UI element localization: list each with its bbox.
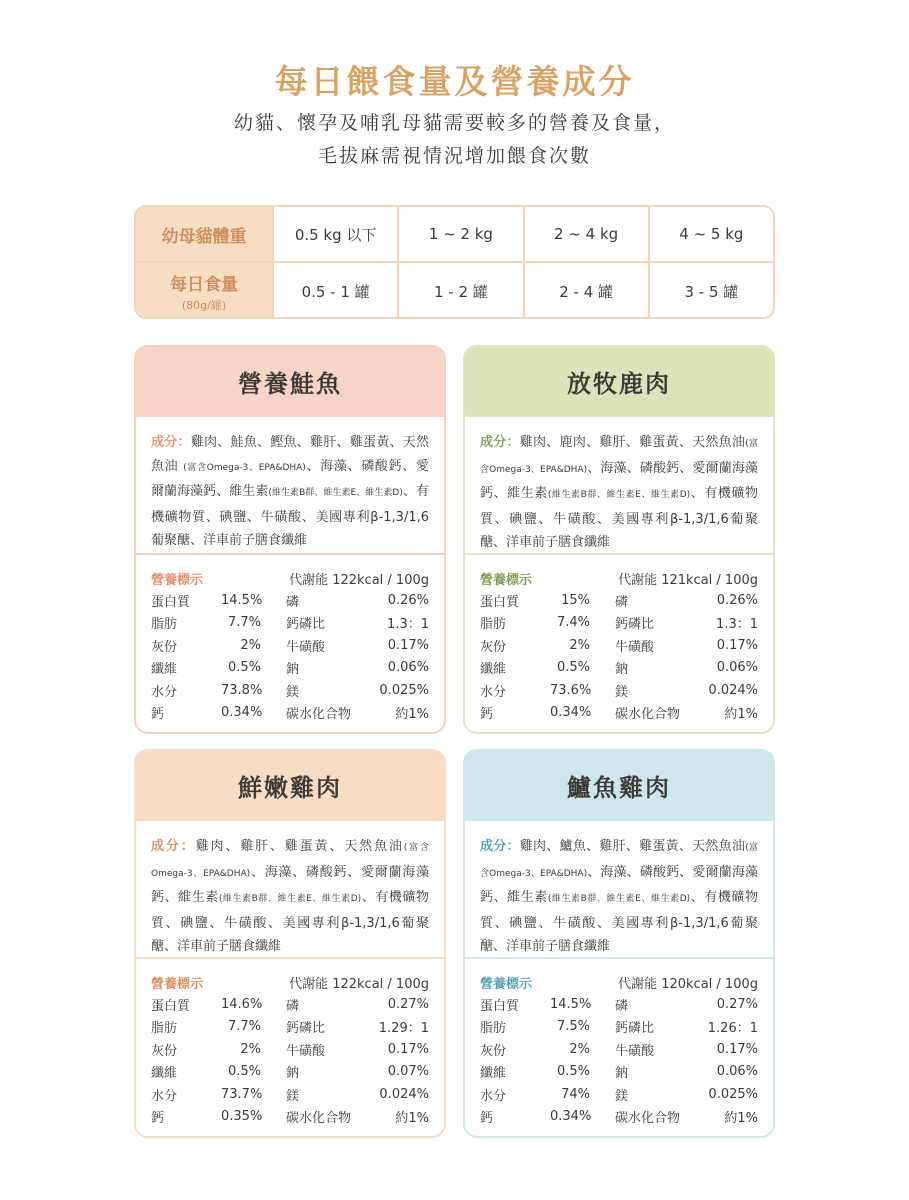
amount-cell: 0.5 - 1 罐 (272, 263, 397, 319)
nutrient-value: 0.35% (221, 1109, 263, 1125)
nutrient-value: 14.5% (221, 592, 263, 608)
amount-header (136, 263, 272, 319)
nutrition-row (151, 679, 429, 702)
amount-header-label: 每日食量 (170, 274, 238, 295)
nutrient-value: 0.17% (716, 637, 758, 653)
nutrition-label: 營養標示 (480, 572, 533, 588)
nutrient-value: 73.6% (550, 682, 592, 698)
nutrition-panel (465, 555, 773, 724)
nutrition-rows (151, 993, 429, 1128)
nutrient-name: 鎂 (286, 684, 300, 700)
ingredients-label: 成分： (480, 435, 520, 450)
nutrition-row (151, 1016, 429, 1039)
amount-cell: 1 - 2 罐 (397, 263, 522, 319)
nutrition-row (480, 1106, 758, 1129)
nutrient-value: 0.06% (716, 1064, 758, 1080)
nutrient-name: 鈣磷比 (286, 1021, 326, 1037)
nutrient-name: 牛磺酸 (286, 1043, 326, 1059)
page-title: 每日餵食量及營養成分 (274, 62, 635, 101)
weight-cell: 2 ~ 4 kg (523, 207, 648, 261)
nutrient-value: 73.7% (221, 1086, 263, 1102)
nutrient-name: 水分 (480, 684, 507, 700)
ingredients-text: 、海藻、磷酸鈣、愛爾蘭海藻鈣、維生素 (480, 460, 758, 501)
nutrient-name: 牛磺酸 (615, 1043, 655, 1059)
nutrition-row (480, 1061, 758, 1084)
ingredients-note: (維生素B群、維生素E、維生素D) (268, 488, 403, 498)
nutrient-name: 鎂 (615, 1088, 629, 1104)
nutrient-name: 鈉 (286, 1066, 300, 1082)
nutrient-name: 磷 (286, 998, 300, 1014)
nutrient-value: 14.6% (221, 996, 263, 1012)
nutrition-row (480, 1016, 758, 1039)
energy-value: 代謝能 120kcal / 100g (618, 976, 758, 992)
ingredients-note: (維生素B群、維生素E、維生素D) (218, 894, 362, 904)
nutrition-label: 營養標示 (151, 572, 204, 588)
nutrient-value: 約1% (395, 707, 429, 723)
ingredients-label: 成分： (151, 839, 196, 854)
nutrient-value: 0.27% (387, 996, 429, 1012)
nutrient-value: 約1% (724, 1111, 758, 1127)
nutrient-value: 2% (569, 1041, 590, 1057)
nutrient-name: 蛋白質 (480, 594, 520, 610)
ingredients (136, 821, 444, 957)
product-name: 營養鮭魚 (136, 347, 444, 415)
nutrient-name: 鈉 (615, 662, 629, 678)
product-name: 鱸魚雞肉 (465, 751, 773, 819)
nutrient-value: 0.07% (387, 1064, 429, 1080)
energy-value: 代謝能 121kcal / 100g (618, 572, 758, 588)
nutrition-panel (465, 959, 773, 1128)
nutrient-name: 磷 (615, 594, 629, 610)
nutrient-value: 74% (561, 1086, 590, 1102)
nutrient-value: 1.29：1 (378, 1021, 429, 1037)
nutrition-label: 營養標示 (480, 976, 533, 992)
nutrient-name: 鈣 (151, 1111, 165, 1127)
nutrition-row (151, 1038, 429, 1061)
product-card-perch (463, 749, 775, 1138)
nutrition-row (480, 589, 758, 612)
nutrient-value: 0.5% (556, 660, 590, 676)
nutrient-value: 2% (569, 637, 590, 653)
nutrient-name: 鈉 (615, 1066, 629, 1082)
nutrient-name: 脂肪 (480, 1021, 507, 1037)
amount-cell: 3 - 5 罐 (648, 263, 773, 319)
ingredients-text: 雞肉、雞肝、雞蛋黃、天然魚油 (195, 839, 404, 854)
nutrient-value: 0.26% (716, 592, 758, 608)
ingredients-text: 、有機礦物質、碘鹽、牛磺酸、美國專利β-1,3/1,6葡聚醣、洋車前子膳食纖維 (480, 486, 758, 550)
nutrient-name: 纖維 (480, 1066, 507, 1082)
nutrient-name: 纖維 (151, 662, 178, 678)
nutrition-row (151, 1106, 429, 1129)
subtitle-line-2: 毛拔麻需視情況增加餵食次數 (317, 145, 591, 167)
nutrition-row (480, 634, 758, 657)
nutrition-row (480, 702, 758, 725)
nutrient-name: 牛磺酸 (286, 639, 326, 655)
nutrition-row (480, 612, 758, 635)
nutrient-name: 磷 (286, 594, 300, 610)
nutrient-name: 脂肪 (151, 617, 178, 633)
energy-value: 代謝能 122kcal / 100g (289, 572, 429, 588)
ingredients-label: 成分： (151, 435, 191, 450)
nutrition-row (151, 1061, 429, 1084)
nutrient-name: 鎂 (615, 684, 629, 700)
nutrient-value: 約1% (724, 707, 758, 723)
nutrient-name: 水分 (151, 684, 178, 700)
ingredients-text: 、有機礦物質、碘鹽、牛磺酸、美國專利β-1,3/1,6葡聚醣、洋車前子膳食纖維 (151, 890, 429, 954)
ingredients-text: 、海藻、磷酸鈣、愛爾蘭海藻鈣、維生素 (151, 458, 429, 499)
nutrition-panel (136, 555, 444, 724)
nutrient-name: 灰份 (151, 639, 178, 655)
nutrition-row (480, 993, 758, 1016)
nutrition-row (151, 634, 429, 657)
nutrient-value: 0.024% (379, 1086, 429, 1102)
nutrient-name: 碳水化合物 (286, 707, 352, 723)
ingredients (465, 417, 773, 553)
nutrition-label: 營養標示 (151, 976, 204, 992)
ingredients (465, 821, 773, 957)
nutrient-value: 0.17% (387, 1041, 429, 1057)
nutrient-name: 蛋白質 (151, 998, 191, 1014)
ingredients-note: (富含Omega-3、EPA&DHA) (151, 843, 429, 879)
nutrient-value: 2% (240, 637, 261, 653)
nutrient-name: 鈣磷比 (615, 1021, 655, 1037)
nutrition-row (151, 589, 429, 612)
feeding-table (134, 205, 775, 319)
weight-cell: 1 ~ 2 kg (397, 207, 522, 261)
nutrient-name: 灰份 (151, 1043, 178, 1059)
nutrient-name: 鎂 (286, 1088, 300, 1104)
nutrient-value: 7.4% (556, 615, 590, 631)
nutrient-value: 0.34% (550, 1109, 592, 1125)
nutrient-value: 7.7% (227, 1019, 261, 1035)
nutrition-rows (480, 589, 758, 724)
nutrient-value: 14.5% (550, 996, 592, 1012)
feeding-weight-row (136, 207, 773, 263)
nutrient-name: 纖維 (480, 662, 507, 678)
nutrient-name: 碳水化合物 (615, 707, 681, 723)
product-name: 鮮嫩雞肉 (136, 751, 444, 819)
nutrient-value: 0.34% (550, 705, 592, 721)
nutrient-value: 0.17% (716, 1041, 758, 1057)
nutrient-name: 灰份 (480, 639, 507, 655)
nutrient-value: 1.3：1 (387, 617, 429, 633)
ingredients-note: (富含Omega-3、EPA&DHA) (183, 462, 306, 473)
weight-header-label: 幼母貓體重 (161, 226, 247, 247)
product-card-venison (463, 345, 775, 734)
nutrient-name: 磷 (615, 998, 629, 1014)
nutrient-name: 水分 (151, 1088, 178, 1104)
ingredients-text: 、海藻、磷酸鈣、愛爾蘭海藻鈣、維生素 (480, 864, 758, 905)
nutrition-row (480, 679, 758, 702)
product-card-salmon (134, 345, 446, 734)
nutrient-value: 0.27% (716, 996, 758, 1012)
ingredients-note: (維生素B群、維生素E、維生素D) (547, 490, 691, 500)
nutrient-value: 2% (240, 1041, 261, 1057)
nutrition-row (480, 657, 758, 680)
product-card-chicken (134, 749, 446, 1138)
nutrient-name: 脂肪 (151, 1021, 178, 1037)
nutrient-name: 碳水化合物 (615, 1111, 681, 1127)
nutrient-value: 0.06% (716, 660, 758, 676)
nutrition-rows (151, 589, 429, 724)
subtitle-line-1: 幼貓、懷孕及哺乳母貓需要較多的營養及食量， (233, 112, 675, 134)
nutrient-name: 鈉 (286, 662, 300, 678)
nutrient-value: 0.5% (227, 1064, 261, 1080)
nutrition-rows (480, 993, 758, 1128)
amount-cell: 2 - 4 罐 (523, 263, 648, 319)
feeding-amount-row (136, 263, 773, 319)
nutrient-name: 鈣磷比 (615, 617, 655, 633)
nutrient-name: 蛋白質 (151, 594, 191, 610)
weight-header (136, 207, 272, 261)
nutrient-value: 1.26：1 (707, 1021, 758, 1037)
ingredients-text: 、海藻、磷酸鈣、愛爾蘭海藻鈣、維生素 (151, 864, 429, 905)
nutrition-row (151, 993, 429, 1016)
nutrient-value: 0.025% (379, 682, 429, 698)
nutrient-value: 約1% (395, 1111, 429, 1127)
nutrient-name: 水分 (480, 1088, 507, 1104)
ingredients-label: 成分： (480, 839, 520, 854)
nutrient-name: 鈣磷比 (286, 617, 326, 633)
nutrient-value: 15% (561, 592, 590, 608)
nutrient-name: 灰份 (480, 1043, 507, 1059)
nutrient-value: 73.8% (221, 682, 263, 698)
nutrient-value: 7.7% (227, 615, 261, 631)
nutrient-name: 脂肪 (480, 617, 507, 633)
nutrition-row (151, 1083, 429, 1106)
amount-header-note: (80g/罐) (181, 298, 227, 312)
nutrition-row (480, 1038, 758, 1061)
ingredients-text: 、有機礦物質、碘鹽、牛磺酸、美國專利β-1,3/1,6 葡聚醣、洋車前子膳食纖維 (151, 484, 429, 548)
nutrient-value: 0.5% (556, 1064, 590, 1080)
nutrient-name: 牛磺酸 (615, 639, 655, 655)
ingredients-note: (富含Omega-3、EPA&DHA) (480, 439, 758, 475)
nutrient-value: 7.5% (556, 1019, 590, 1035)
ingredients-text: 雞肉、鮭魚、鰹魚、雞肝、雞蛋黃、天然魚油 (151, 435, 429, 474)
nutrition-panel (136, 959, 444, 1128)
nutrient-name: 鈣 (151, 707, 165, 723)
nutrition-row (151, 702, 429, 725)
weight-cell: 4 ~ 5 kg (648, 207, 773, 261)
ingredients-text: 雞肉、鹿肉、雞肝、雞蛋黃、天然魚油 (519, 435, 746, 450)
nutrient-value: 0.5% (227, 660, 261, 676)
nutrient-name: 鈣 (480, 707, 494, 723)
nutrient-name: 碳水化合物 (286, 1111, 352, 1127)
nutrient-name: 鈣 (480, 1111, 494, 1127)
ingredients-text: 雞肉、鱸魚、雞肝、雞蛋黃、天然魚油 (519, 839, 746, 854)
nutrient-value: 0.06% (387, 660, 429, 676)
energy-value: 代謝能 122kcal / 100g (289, 976, 429, 992)
nutrient-name: 纖維 (151, 1066, 178, 1082)
nutrient-value: 0.34% (221, 705, 263, 721)
nutrient-value: 0.17% (387, 637, 429, 653)
ingredients-note: (維生素B群、維生素E、維生素D) (547, 894, 691, 904)
nutrient-value: 0.024% (708, 682, 758, 698)
nutrient-value: 0.025% (708, 1086, 758, 1102)
nutrient-value: 0.26% (387, 592, 429, 608)
nutrient-value: 1.3：1 (716, 617, 758, 633)
ingredients-text: 、有機礦物質、碘鹽、牛磺酸、美國專利β-1,3/1,6葡聚醣、洋車前子膳食纖維 (480, 890, 758, 954)
weight-cell: 0.5 kg 以下 (272, 207, 397, 261)
nutrition-row (151, 657, 429, 680)
nutrition-row (480, 1083, 758, 1106)
nutrient-name: 蛋白質 (480, 998, 520, 1014)
product-name: 放牧鹿肉 (465, 347, 773, 415)
ingredients (136, 417, 444, 553)
ingredients-note: (富含Omega-3、EPA&DHA) (480, 843, 758, 879)
nutrition-row (151, 612, 429, 635)
